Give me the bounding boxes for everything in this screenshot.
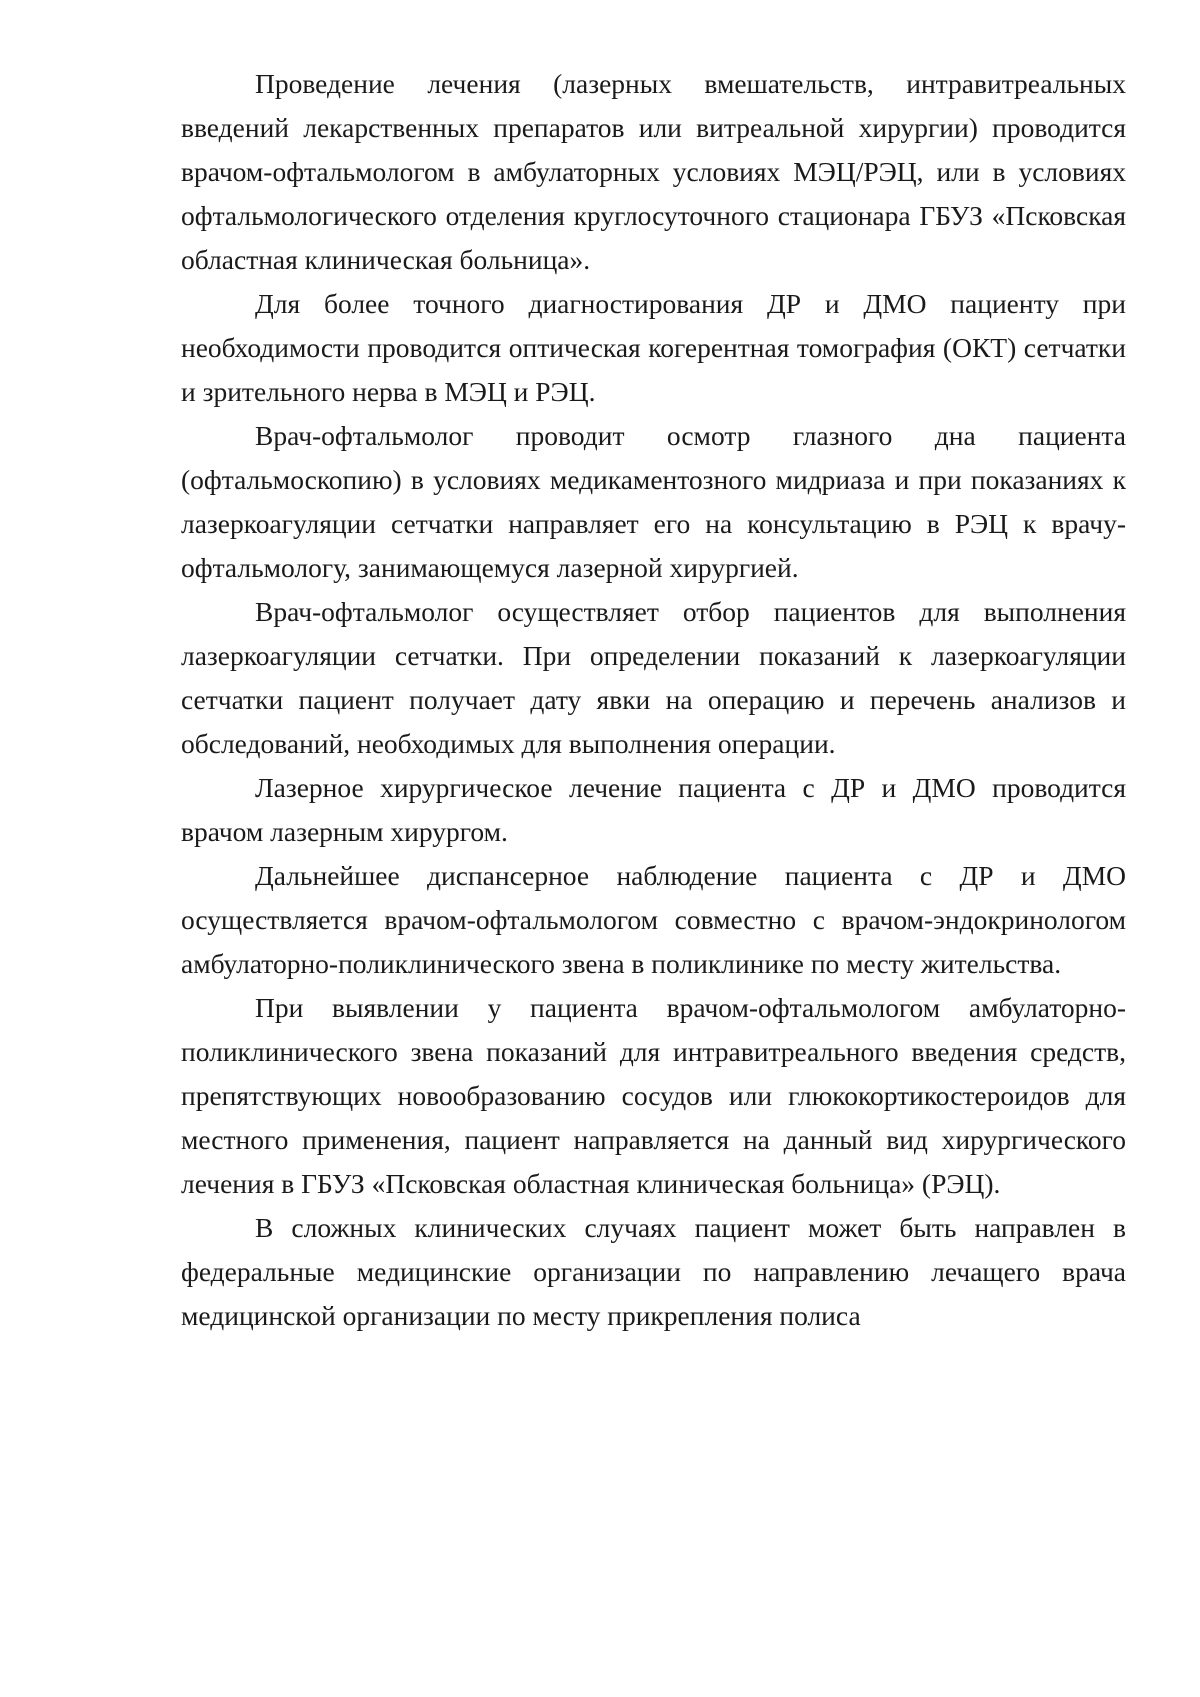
paragraph-treatment: Проведение лечения (лазерных вмешательств, интравитреальных введений лекарственных препаратов или витреальной хирургии) проводится врачом-офтальмологом в амбулаторных условиях МЭЦ/РЭЦ, или в условиях офтальмологического отделения круглосуточного стационара ГБУЗ «Псковская областная клиническая больница». — [181, 68, 1126, 275]
paragraph-fundus-exam: Врач-офтальмолог проводит осмотр глазного дна пациента (офтальмоскопию) в условиях медикаментозного мидриаза и при показаниях к лазеркоагуляции сетчатки направляет его на консультацию в РЭЦ к врачу-офтальмологу, занимающемуся лазерной хирургией. — [181, 420, 1126, 583]
paragraph-laser-surgery: Лазерное хирургическое лечение пациента с ДР и ДМО проводится врачом лазерным хирургом. — [181, 772, 1126, 847]
paragraph-follow-up: Дальнейшее диспансерное наблюдение пациента с ДР и ДМО осуществляется врачом-офтальмологом совместно с врачом-эндокринологом амбулаторно-поликлинического звена в поликлинике по месту жительства. — [181, 860, 1126, 979]
paragraph-patient-selection: Врач-офтальмолог осуществляет отбор пациентов для выполнения лазеркоагуляции сетчатки. При определении показаний к лазеркоагуляции сетчатки пациент получает дату явки на операцию и перечень анализов и обследований, необходимых для выполнения операции. — [181, 596, 1126, 759]
document-body — [181, 62, 1126, 1338]
paragraph-federal-referral: В сложных клинических случаях пациент может быть направлен в федеральные медицинские организации по направлению лечащего врача медицинской организации по месту прикрепления полиса — [181, 1212, 1126, 1331]
paragraph-oct-diagnosis: Для более точного диагностирования ДР и ДМО пациенту при необходимости проводится оптическая когерентная томография (ОКТ) сетчатки и зрительного нерва в МЭЦ и РЭЦ. — [181, 288, 1126, 407]
paragraph-intravitreal-referral: При выявлении у пациента врачом-офтальмологом амбулаторно-поликлинического звена показаний для интравитреального введения средств, препятствующих новообразованию сосудов или глюкокортикостероидов для местного применения, пациент направляется на данный вид хирургического лечения в ГБУЗ «Псковская областная клиническая больница» (РЭЦ). — [181, 992, 1126, 1199]
